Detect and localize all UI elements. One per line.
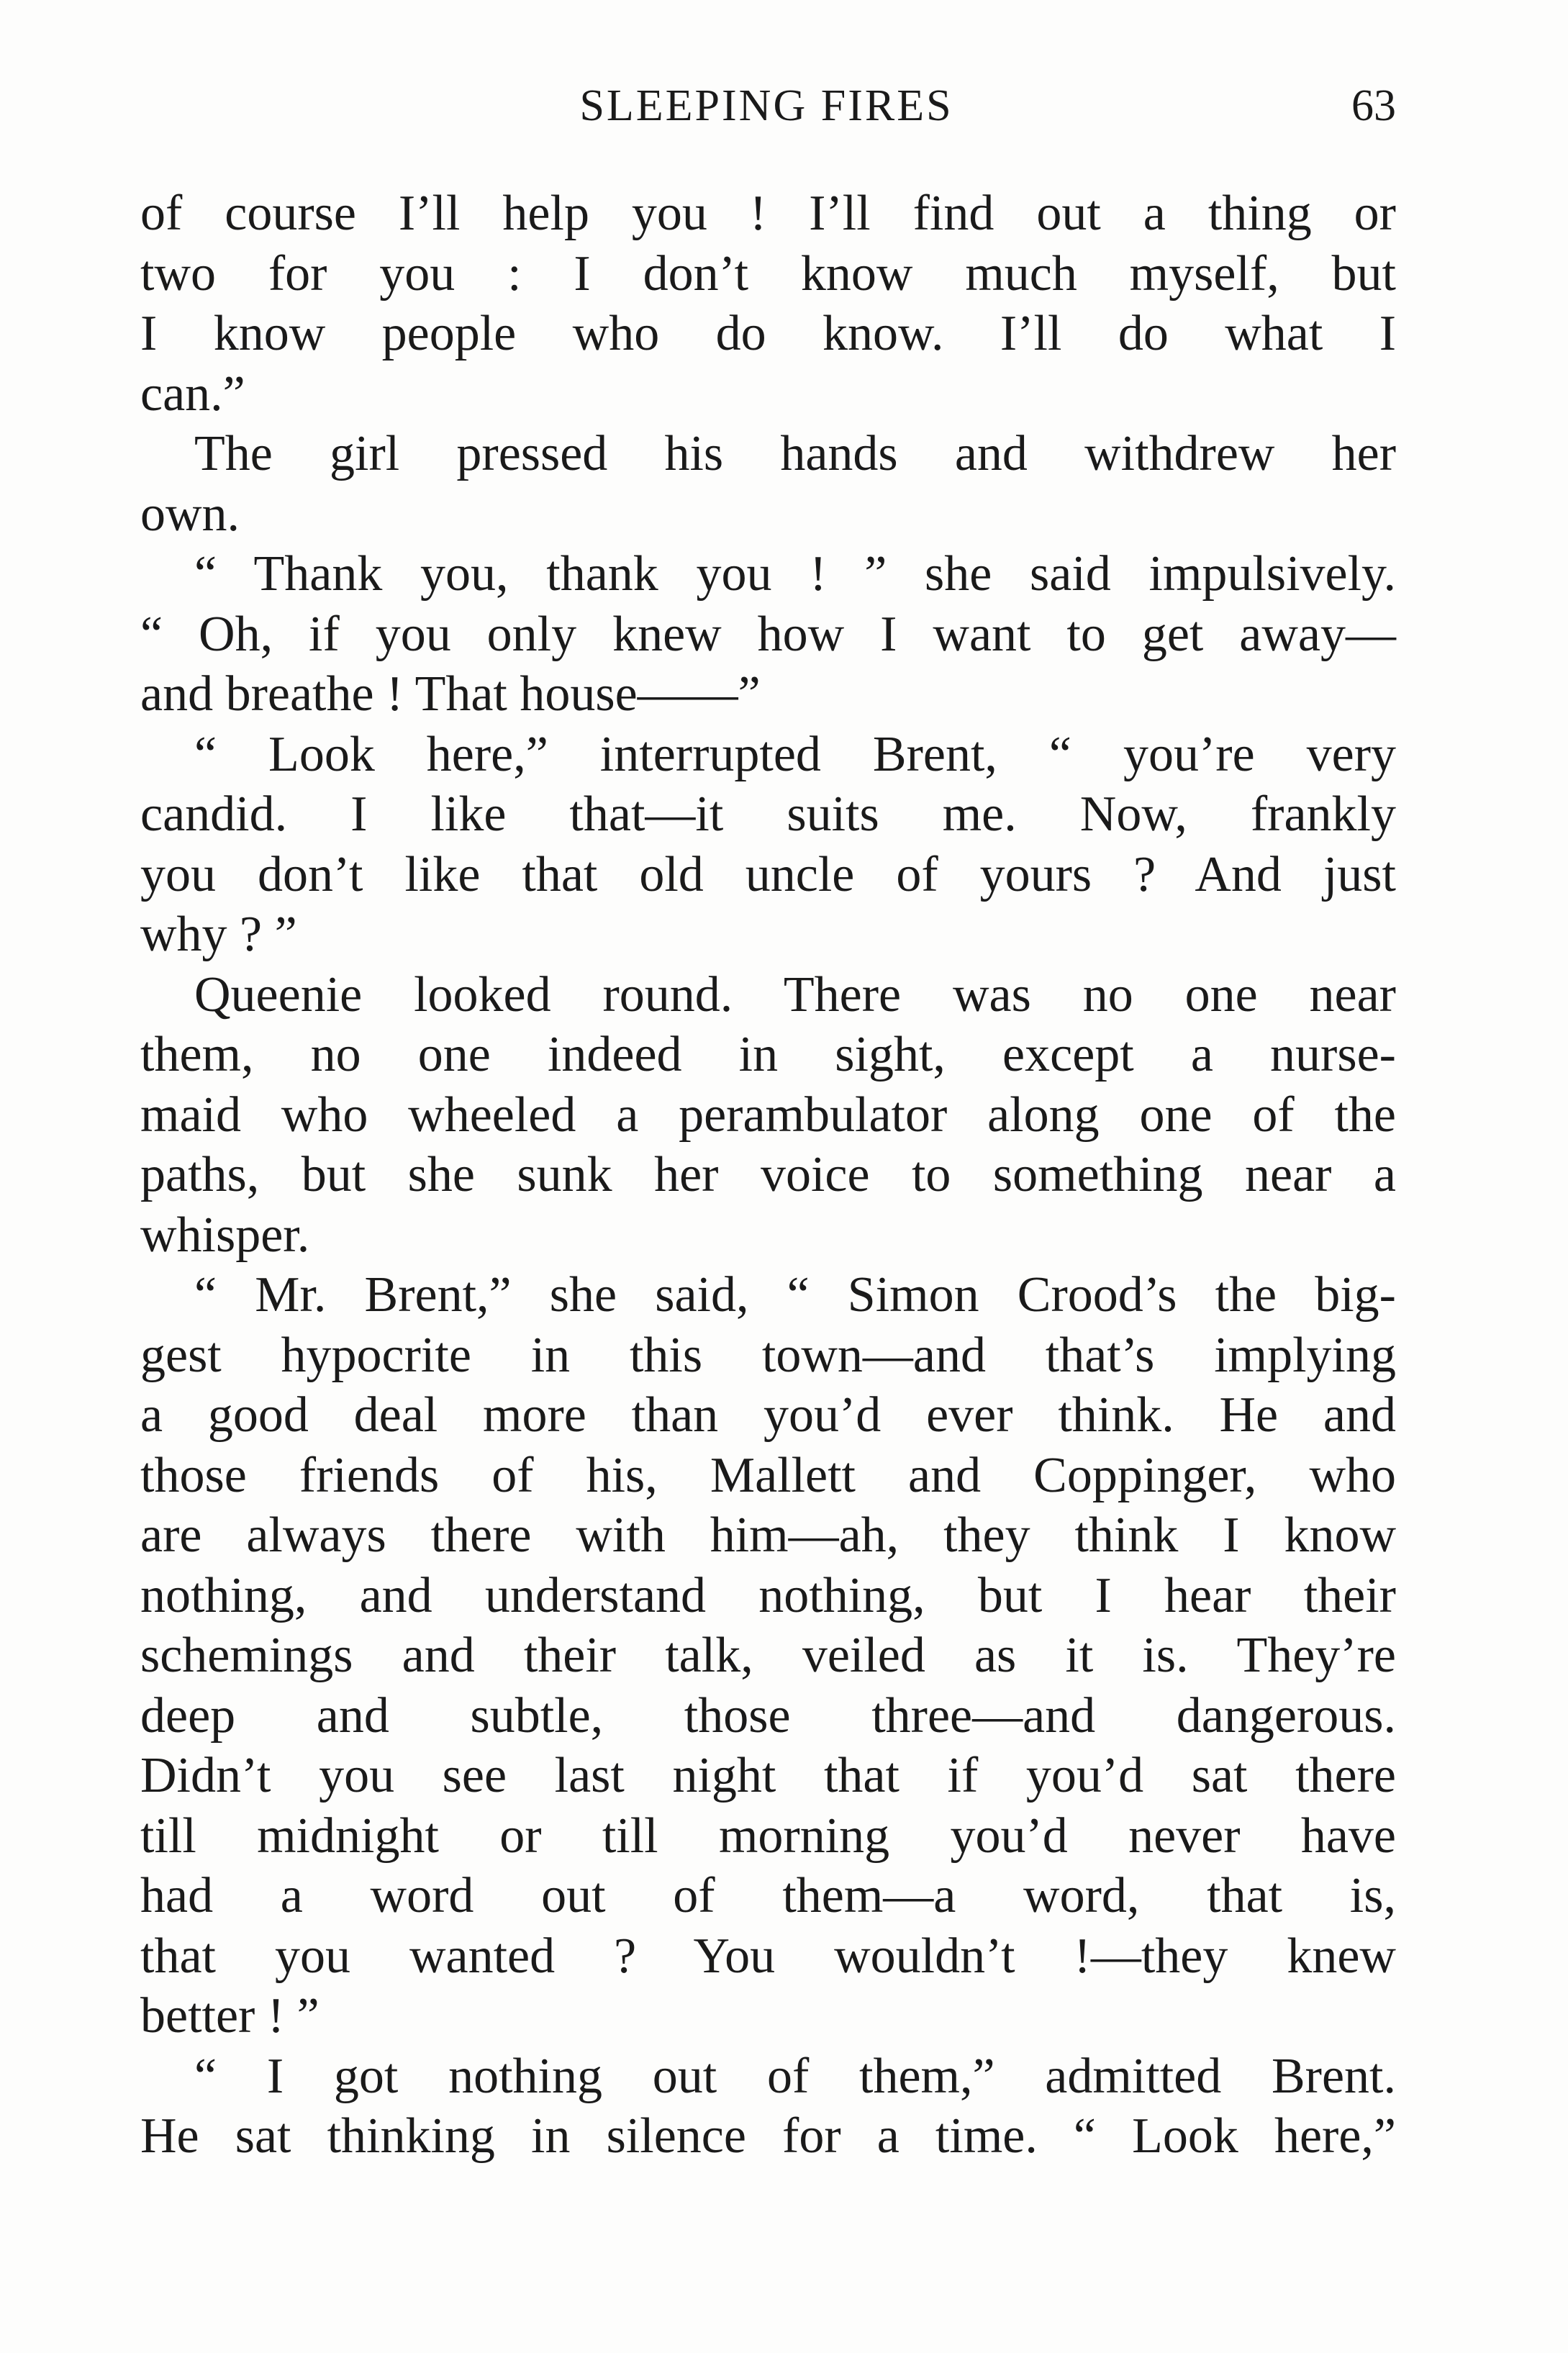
text-line: nothing, and understand nothing, but I hear their xyxy=(140,1567,1396,1623)
body-text xyxy=(140,183,1396,2167)
text-line: candid. I like that—it suits me. Now, frankly xyxy=(140,786,1396,842)
running-title: SLEEPING FIRES xyxy=(579,81,953,130)
text-line: deep and subtle, those three—and dangerous. xyxy=(140,1687,1396,1744)
text-line: maid who wheeled a perambulator along one of the xyxy=(140,1087,1396,1143)
text-line: whisper. xyxy=(140,1207,310,1263)
text-line: paths, but she sunk her voice to something near a xyxy=(140,1147,1396,1202)
text-line: Queenie looked round. There was no one near xyxy=(194,966,1396,1023)
text-line: “ Thank you, thank you ! ” she said impulsively. xyxy=(194,546,1396,602)
text-line: those friends of his, Mallett and Coppinger, who xyxy=(140,1447,1396,1503)
text-line: own. xyxy=(140,486,240,542)
text-line: He sat thinking in silence for a time. “ Look here,” xyxy=(140,2108,1396,2164)
text-line: “ Oh, if you only knew how I want to get away— xyxy=(140,606,1396,662)
text-line: them, no one indeed in sight, except a nurse- xyxy=(140,1027,1396,1082)
text-line: and breathe ! That house——” xyxy=(140,666,761,722)
text-line: had a word out of them—a word, that is, xyxy=(140,1868,1396,1923)
text-line: “ Look here,” interrupted Brent, “ you’re very xyxy=(194,726,1396,782)
text-line: of course I’ll help you ! I’ll find out a thing or xyxy=(140,186,1396,241)
text-line: schemings and their talk, veiled as it is. They’re xyxy=(140,1628,1396,1683)
page-number: 63 xyxy=(1351,81,1396,130)
text-line: can.” xyxy=(140,366,245,422)
text-line: Didn’t you see last night that if you’d sat there xyxy=(140,1748,1396,1803)
text-line: you don’t like that old uncle of yours ? And just xyxy=(140,846,1396,902)
text-line: till midnight or till morning you’d never have xyxy=(140,1808,1396,1864)
text-line: two for you : I don’t know much myself, but xyxy=(140,245,1396,302)
text-line: gest hypocrite in this town—and that’s implying xyxy=(140,1327,1396,1383)
running-head xyxy=(137,81,1396,145)
text-line: are always there with him—ah, they think I know xyxy=(140,1508,1396,1563)
text-line: The girl pressed his hands and withdrew her xyxy=(194,426,1396,481)
text-line: better ! ” xyxy=(140,1988,320,2044)
text-line: that you wanted ? You wouldn’t !—they knew xyxy=(140,1928,1396,1984)
text-line: a good deal more than you’d ever think. He and xyxy=(140,1387,1396,1443)
text-line: I know people who do know. I’ll do what I xyxy=(140,306,1396,361)
text-line: “ Mr. Brent,” she said, “ Simon Crood’s the big- xyxy=(194,1267,1396,1323)
text-line: “ I got nothing out of them,” admitted Brent. xyxy=(194,2048,1396,2104)
text-line: why ? ” xyxy=(140,907,297,962)
